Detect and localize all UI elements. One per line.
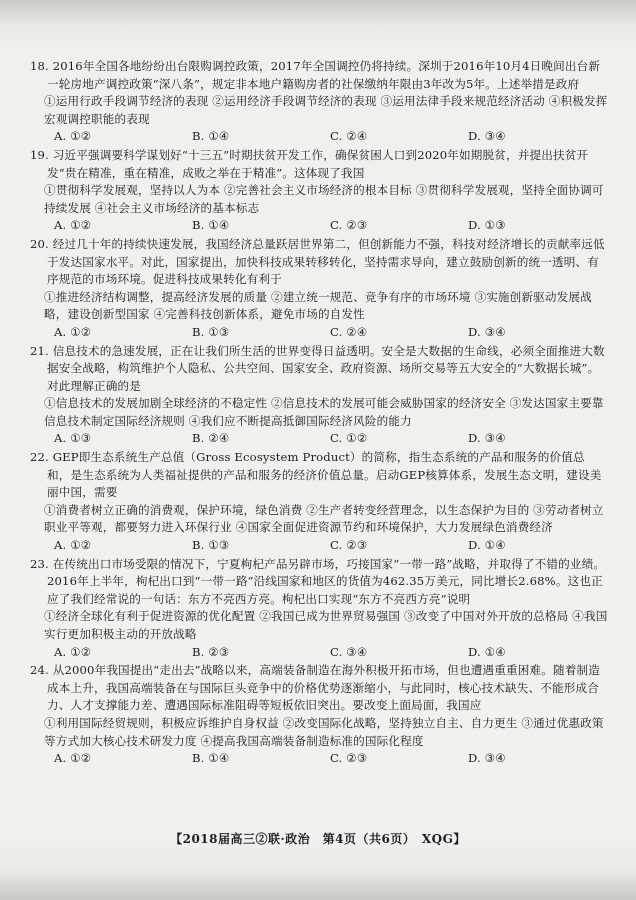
question-stem: 23. 在传统出口市场受限的情况下，宁夏枸杞产品另辟市场，巧接国家“一带一路”战略，并取得了不错的业绩。2016年上半年，枸杞出口到“一带一路”沿线国家和地区的货值为462.35万美元，同比增长2.68%。这也正应了我们经常说的一句话：东方不亮西方亮。枸杞出口实现“东方不亮西方亮”说明 bbox=[30, 556, 606, 606]
question-stem: 21. 信息技术的急速发展，正在让我们所生活的世界变得日益透明。安全是大数据的生命线，必须全面推进大数据安全战略，构筑维护个人隐私、公共空间、国家安全、政府资源、场所交易等五大安全的“大数据长城”。对此理解正确的是 bbox=[30, 343, 605, 393]
choice-c: C. ③④ bbox=[330, 644, 368, 659]
question-options: ①运用行政手段调节经济的表现 ②运用经济手段调节经济的表现 ③运用法律手段来规范经济活动 ④积极发挥宏观调控职能的表现 bbox=[44, 94, 608, 126]
choice-d: D. ①③ bbox=[468, 218, 506, 233]
question-24 bbox=[30, 662, 608, 768]
choice-c: C. ②③ bbox=[330, 538, 368, 553]
choice-b: B. ①④ bbox=[192, 218, 230, 233]
answer-choices bbox=[30, 217, 608, 235]
question-options: ①经济全球化有利于促进资源的优化配置 ②我国已成为世界贸易强国 ③改变了中国对外开放的总格局 ④我国实行更加积极主动的开放战略 bbox=[44, 609, 608, 641]
answer-choices bbox=[30, 430, 608, 448]
question-19 bbox=[30, 147, 608, 235]
answer-choices bbox=[30, 644, 608, 662]
choice-c: C. ②③ bbox=[330, 218, 368, 233]
choice-a: A. ①② bbox=[54, 129, 92, 144]
choice-a: A. ①② bbox=[54, 218, 92, 233]
choice-a: A. ①② bbox=[54, 751, 92, 766]
choice-b: B. ①③ bbox=[192, 538, 230, 553]
choice-b: B. ②④ bbox=[192, 431, 230, 446]
question-stem: 22. GEP即生态系统生产总值（Gross Ecosystem Product）的简称，指生态系统的产品和服务的价值总和，是生态系统为人类福祉提供的产品和服务的经济价值总量。启动GEP核算体系，发展生态文明，建设美丽中国，需要 bbox=[30, 450, 602, 500]
question-options: ①信息技术的发展加剧全球经济的不稳定性 ②信息技术的发展可能会威胁国家的经济安全 ③发达国家主要靠信息技术制定国际经济规则 ④我们应不断提高抵御国际经济风险的能力 bbox=[44, 396, 604, 428]
choice-b: B. ②③ bbox=[192, 644, 230, 659]
choice-a: A. ①③ bbox=[54, 431, 92, 446]
question-18 bbox=[30, 58, 608, 146]
question-20 bbox=[30, 236, 608, 342]
answer-choices bbox=[30, 537, 608, 555]
question-options: ①推进经济结构调整，提高经济发展的质量 ②建立统一规范、竞争有序的市场环境 ③实施创新驱动发展战略，建设创新型国家 ④完善科技创新体系，避免市场的自发性 bbox=[44, 289, 592, 322]
choice-d: D. ①④ bbox=[468, 644, 506, 659]
choice-b: B. ①④ bbox=[192, 751, 230, 766]
question-stem: 18. 2016年全国各地纷纷出台限购调控政策，2017年全国调控仍将持续。深圳于2016年10月4日晚间出台新一轮房地产调控政策“深八条”，规定非本地户籍购房者的社保缴纳年限由3年改为5年。上述举措是政府 bbox=[30, 59, 601, 91]
choice-a: A. ①② bbox=[54, 644, 92, 659]
choice-d: D. ③④ bbox=[468, 324, 506, 339]
question-options: ①贯彻科学发展观，坚持以人为本 ②完善社会主义市场经济的根本目标 ③贯彻科学发展观，坚持全面协调可持续发展 ④社会主义市场经济的基本标志 bbox=[44, 183, 604, 215]
choice-b: B. ①③ bbox=[192, 324, 230, 339]
question-23 bbox=[30, 556, 608, 662]
page-footer: 【2018届高三②联·政治 第4页（共6页） XQG】 bbox=[170, 832, 466, 846]
choice-c: C. ①② bbox=[330, 431, 368, 446]
question-options: ①利用国际经贸规则，积极应诉维护自身权益 ②改变国际化战略，坚持独立自主、自力更生 ③通过优惠政策等方式加大核心技术研发力度 ④提高我国高端装备制造标准的国际化程度 bbox=[44, 715, 604, 748]
choice-a: A. ①② bbox=[54, 324, 92, 339]
scan-shadow-bottom bbox=[0, 870, 636, 900]
choice-d: D. ③④ bbox=[468, 431, 506, 446]
scan-shadow-top bbox=[0, 0, 636, 26]
question-22 bbox=[30, 449, 608, 555]
question-list bbox=[30, 58, 608, 769]
choice-d: D. ③④ bbox=[468, 129, 506, 144]
choice-d: D. ①④ bbox=[468, 538, 506, 553]
question-stem: 20. 经过几十年的持续快速发展，我国经济总量跃居世界第二，但创新能力不强，科技对经济增长的贡献率远低于发达国家水平。对此，国家提出，加快科技成果转移转化，坚持需求导向，建立鼓励创新的统一透明、有序规范的市场环境。促进科技成果转化有利于 bbox=[30, 236, 605, 287]
choice-a: A. ①② bbox=[54, 538, 92, 553]
answer-choices bbox=[30, 128, 608, 146]
answer-choices bbox=[30, 750, 608, 768]
question-options: ①消费者树立正确的消费观，保护环境，绿色消费 ②生产者转变经营理念，以生态保护为目的 ③劳动者树立职业平等观，都要努力进入环保行业 ④国家全面促进资源节约和环境保护，大力发展绿色消费经济 bbox=[44, 502, 604, 535]
question-stem: 19. 习近平强调要科学谋划好“十三五”时期扶贫开发工作，确保贫困人口到2020年如期脱贫，并提出扶贫开发“贵在精准，重在精准，成败之举在于精准”。这体现了我国 bbox=[30, 147, 589, 180]
choice-b: B. ①④ bbox=[192, 129, 230, 144]
question-stem: 24. 从2000年我国提出“走出去”战略以来，高端装备制造在海外积极开拓市场，但也遭遇重重困难。随着制造成本上升，我国高端装备在与国际巨头竞争中的价格优势逐渐缩小，与此同时，核心技术缺失、不能形成合力、人才支撑能力差、遭遇国际标准阻碍等短板依旧突出。要改变上面局面，我国应 bbox=[30, 663, 600, 713]
answer-choices bbox=[30, 324, 608, 342]
choice-d: D. ③④ bbox=[468, 751, 506, 766]
choice-c: C. ②④ bbox=[330, 129, 368, 144]
question-21 bbox=[30, 343, 608, 449]
choice-c: C. ②④ bbox=[330, 324, 368, 339]
choice-c: C. ②③ bbox=[330, 751, 368, 766]
